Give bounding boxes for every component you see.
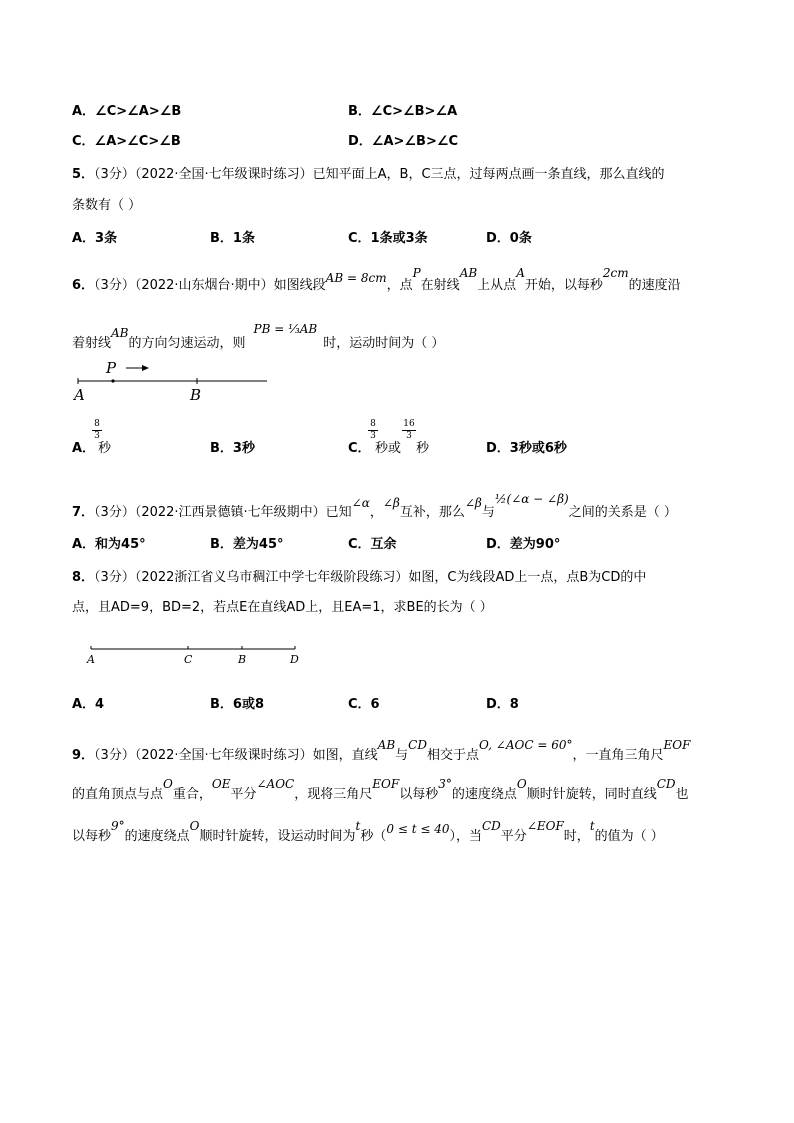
q9-stem-c: 相交于点 xyxy=(426,748,479,763)
q8-stem-a: （3分）（2022浙江省义乌市稠江中学七年级阶段练习）如图，C为线段AD上一点，点B为CD的中 xyxy=(94,570,647,585)
q5-option-a: A．3条 xyxy=(72,231,118,246)
q6-arrow-head xyxy=(142,365,149,371)
q6-stem-e: 开始，以每秒 xyxy=(524,278,603,293)
q6-stem-f: 的速度沿 xyxy=(628,278,681,293)
q9-line2 xyxy=(72,777,689,804)
q6-var-ab: AB xyxy=(459,266,478,280)
q9-stem-a: （3分）（2022·全国·七年级课时练习）如图，直线 xyxy=(94,748,378,763)
q8-label-d: D xyxy=(290,653,299,666)
q6-option-a-numerator: 8 xyxy=(94,419,100,429)
q6-var-a: A xyxy=(516,266,525,280)
q7-var-beta2: ∠β xyxy=(464,496,482,510)
q9-var-ab: AB xyxy=(377,738,396,752)
q9-stem-o: 顺时针旋转，设运动时间为 xyxy=(199,829,356,844)
q5-line1 xyxy=(72,166,665,184)
q9-var-oe: OE xyxy=(211,777,231,791)
q6-ray-figure xyxy=(70,358,275,404)
q8-segment-figure xyxy=(82,638,307,668)
q9-stem-b: 与 xyxy=(395,748,409,763)
q9-line1 xyxy=(72,738,691,765)
q8-number: 8． xyxy=(72,570,95,585)
q9-stem-s: 时， xyxy=(563,829,590,844)
q9-stem-q: ），当 xyxy=(449,829,482,844)
q7-stem-b: 互补，那么 xyxy=(399,505,465,520)
q9-stem-d: ，一直角三角尺 xyxy=(572,748,664,763)
q6-stem-a: （3分）（2022·山东烟台·期中）如图线段 xyxy=(94,278,326,293)
q6-point-p xyxy=(111,379,114,382)
q5-option-d: D．0条 xyxy=(486,231,532,246)
q6-stem-g: 着射线 xyxy=(72,336,112,351)
q6-option-c-denominator2: 3 xyxy=(406,431,412,441)
q8-option-a: A．4 xyxy=(72,697,105,712)
q9-var-o: O xyxy=(163,777,173,791)
q6-expr-ab8: AB = 8cm xyxy=(325,271,387,285)
q6-label-b: B xyxy=(190,386,202,404)
q6-stem-c: 在射线 xyxy=(420,278,460,293)
q7-stem-d: 之间的关系是（ ） xyxy=(568,505,677,520)
q9-var-t2: t xyxy=(589,819,595,833)
q6-option-c-denominator1: 3 xyxy=(370,431,376,441)
q6-stem-h: 的方向匀速运动，则 xyxy=(128,336,246,351)
q5-line2: 条数有（ ） xyxy=(72,198,142,213)
q9-var-9deg: 9° xyxy=(111,819,125,833)
q5-number: 5． xyxy=(72,167,95,182)
q6-stem-d: 上从点 xyxy=(477,278,517,293)
q6-label-a: A xyxy=(74,386,85,404)
q6-option-c-fraction1 xyxy=(368,420,378,441)
q9-stem-l: 也 xyxy=(675,787,689,802)
q9-stem-i: 以每秒 xyxy=(399,787,439,802)
q9-stem-r: 平分 xyxy=(500,829,527,844)
q6-var-p: P xyxy=(412,266,421,280)
q5-option-c: C．1条或3条 xyxy=(348,231,428,246)
q4-option-c: C．∠A>∠C>∠B xyxy=(72,134,181,149)
q7-line1 xyxy=(72,492,677,522)
q7-var-alpha: ∠α xyxy=(351,496,370,510)
q6-option-c-mid: 秒或 xyxy=(375,441,402,456)
q9-stem-p: 秒（ xyxy=(360,829,387,844)
q6-option-a-label: A． xyxy=(72,441,96,456)
q9-var-eof: EOF xyxy=(663,738,691,752)
q9-line3 xyxy=(72,819,664,846)
q8-label-c: C xyxy=(184,653,193,666)
q8-label-a: A xyxy=(87,653,95,666)
q9-var-cd3: CD xyxy=(481,819,501,833)
q8-line2: 点，且AD=9，BD=2，若点E在直线AD上，且EA=1，求BE的长为（ ） xyxy=(72,600,493,615)
q7-option-c: C．互余 xyxy=(348,537,397,552)
q4-option-a: A．∠C>∠A>∠B xyxy=(72,104,182,119)
q4-option-b: B．∠C>∠B>∠A xyxy=(348,104,458,119)
q6-option-c-label: C． xyxy=(348,441,371,456)
q6-line1 xyxy=(72,266,681,295)
q9-var-eof3: ∠EOF xyxy=(526,819,564,833)
q9-var-eof2: EOF xyxy=(372,777,400,791)
q4-option-d: D．∠A>∠B>∠C xyxy=(348,134,459,149)
q9-expr-range: 0 ≤ t ≤ 40 xyxy=(386,822,450,836)
q8-option-c: C．6 xyxy=(348,697,380,712)
q6-option-c-unit: 秒 xyxy=(416,441,430,456)
q6-option-a-denominator: 3 xyxy=(94,431,100,441)
q7-separator: ， xyxy=(369,505,383,520)
q8-label-b: B xyxy=(238,653,247,666)
q7-stem-a: （3分）（2022·江西景德镇·七年级期中）已知 xyxy=(94,505,352,520)
q7-option-b: B．差为45° xyxy=(210,537,284,552)
q6-option-c-numerator1: 8 xyxy=(370,419,376,429)
q9-stem-e: 的直角顶点与点 xyxy=(72,787,164,802)
q6-line2 xyxy=(72,322,445,353)
q9-var-cd: CD xyxy=(408,738,427,752)
q5-option-b: B．1条 xyxy=(210,231,255,246)
q6-var-ab2: AB xyxy=(111,326,129,340)
q9-number: 9． xyxy=(72,748,95,763)
q9-expr-o: O, ∠AOC = 60° xyxy=(479,738,573,752)
q9-var-aoc: ∠AOC xyxy=(256,777,295,791)
q9-var-cd2: CD xyxy=(656,777,676,791)
q6-option-d: D．3秒或6秒 xyxy=(486,441,567,456)
q6-option-a-unit: 秒 xyxy=(98,441,112,456)
q6-option-b: B．3秒 xyxy=(210,441,255,456)
q6-stem-b: ，点 xyxy=(386,278,413,293)
q7-var-beta: ∠β xyxy=(382,496,400,510)
q7-stem-c: 与 xyxy=(481,505,495,520)
q8-option-b: B．6或8 xyxy=(210,697,264,712)
q8-line1 xyxy=(72,569,646,587)
q8-option-d: D．8 xyxy=(486,697,519,712)
q6-option-a-fraction xyxy=(92,420,102,441)
q7-number: 7． xyxy=(72,505,95,520)
q9-var-o3: O xyxy=(189,819,200,833)
q9-var-o2: O xyxy=(516,777,527,791)
q9-stem-f: 重合， xyxy=(172,787,212,802)
q6-number: 6． xyxy=(72,278,95,293)
q6-expr-pb: PB = ⅓AB xyxy=(253,322,318,336)
q9-var-3deg: 3° xyxy=(438,777,452,791)
q9-stem-k: 顺时针旋转，同时直线 xyxy=(526,787,657,802)
q9-stem-g: 平分 xyxy=(230,787,257,802)
q9-stem-h: ，现将三角尺 xyxy=(294,787,373,802)
q6-expr-2cm: 2cm xyxy=(602,266,629,280)
q6-stem-i: 时，运动时间为（ ） xyxy=(323,336,445,351)
q6-option-c-fraction2 xyxy=(402,420,416,441)
q9-stem-t: 的值为（ ） xyxy=(594,829,664,844)
q6-label-p: P xyxy=(106,359,117,377)
q9-stem-n: 的速度绕点 xyxy=(124,829,190,844)
q7-option-d: D．差为90° xyxy=(486,537,561,552)
q5-stem: （3分）（2022·全国·七年级课时练习）已知平面上A，B，C三点，过每两点画一条直线，那么直线的 xyxy=(94,167,665,182)
q7-option-a: A．和为45° xyxy=(72,537,146,552)
q9-stem-m: 以每秒 xyxy=(72,829,112,844)
q9-stem-j: 的速度绕点 xyxy=(451,787,517,802)
q6-option-c-numerator2: 16 xyxy=(403,419,415,429)
q9-var-t: t xyxy=(355,819,361,833)
q7-expr: ½(∠α − ∠β) xyxy=(494,492,569,506)
